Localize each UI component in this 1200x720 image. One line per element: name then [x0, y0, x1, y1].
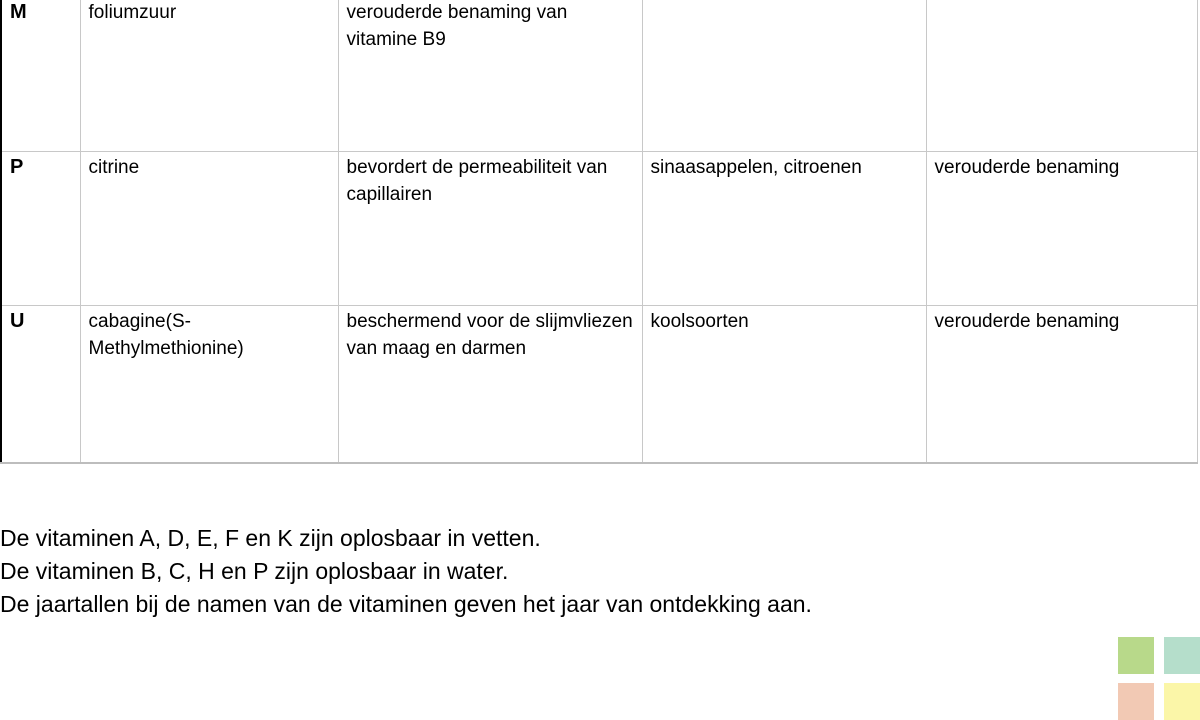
- table-row: [1, 0, 1197, 151]
- vitamin-note: verouderde benaming: [926, 151, 1197, 305]
- vitamin-source: [642, 0, 926, 151]
- vitamin-source: koolsoorten: [642, 305, 926, 463]
- vitamin-letter: M: [1, 0, 80, 151]
- table-row: [1, 305, 1197, 463]
- vitamin-effect: beschermend voor de slijmvliezen van maag en darmen: [338, 305, 642, 463]
- logo-square-yellow: [1164, 683, 1200, 720]
- notes-paragraph: [0, 522, 812, 621]
- vitamin-note: verouderde benaming: [926, 305, 1197, 463]
- logo-square-green: [1118, 637, 1154, 674]
- vitamin-effect: bevordert de permeabiliteit van capillairen: [338, 151, 642, 305]
- logo: [1118, 637, 1200, 720]
- vitamin-letter: P: [1, 151, 80, 305]
- vitamin-effect: verouderde benaming van vitamine B9: [338, 0, 642, 151]
- vitamin-source: sinaasappelen, citroenen: [642, 151, 926, 305]
- logo-square-teal: [1164, 637, 1200, 674]
- note-line: De jaartallen bij de namen van de vitaminen geven het jaar van ontdekking aan.: [0, 591, 812, 617]
- vitamin-name: citrine: [80, 151, 338, 305]
- logo-square-salmon: [1118, 683, 1154, 720]
- table-row: [1, 151, 1197, 305]
- vitamin-letter: U: [1, 305, 80, 463]
- note-line: De vitaminen B, C, H en P zijn oplosbaar in water.: [0, 558, 509, 584]
- vitamin-name: cabagine(S-Methylmethionine): [80, 305, 338, 463]
- vitamin-name: foliumzuur: [80, 0, 338, 151]
- note-line: De vitaminen A, D, E, F en K zijn oplosbaar in vetten.: [0, 525, 541, 551]
- vitamin-note: [926, 0, 1197, 151]
